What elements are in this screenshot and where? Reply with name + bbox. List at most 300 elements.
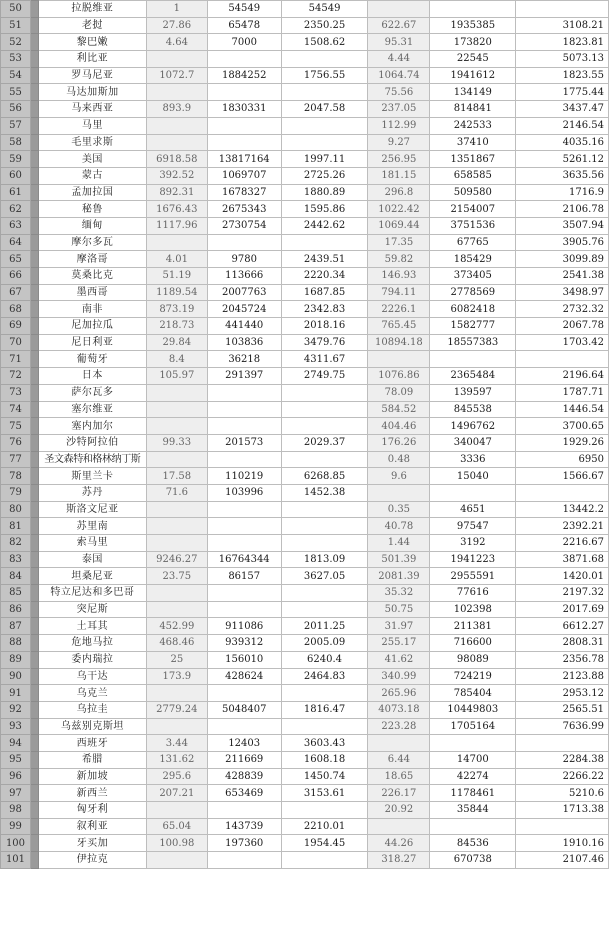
price-1-cell[interactable]: 1813.09 [281, 551, 368, 568]
value-1-cell[interactable]: 392.52 [146, 167, 207, 184]
value-2-cell[interactable]: 340.99 [368, 668, 430, 685]
value-2-cell[interactable]: 10894.18 [368, 334, 430, 351]
country-name-cell[interactable]: 牙买加 [38, 835, 146, 852]
amount-2-cell[interactable]: 77616 [430, 585, 516, 602]
amount-2-cell[interactable]: 102398 [430, 601, 516, 618]
country-name-cell[interactable]: 秘鲁 [38, 201, 146, 218]
value-1-cell[interactable]: 207.21 [146, 785, 207, 802]
amount-1-cell[interactable] [207, 535, 281, 552]
price-1-cell[interactable]: 2442.62 [281, 217, 368, 234]
amount-1-cell[interactable] [207, 518, 281, 535]
price-2-cell[interactable]: 1787.71 [516, 384, 609, 401]
amount-1-cell[interactable] [207, 601, 281, 618]
value-2-cell[interactable]: 35.32 [368, 585, 430, 602]
amount-1-cell[interactable]: 113666 [207, 268, 281, 285]
value-2-cell[interactable]: 41.62 [368, 651, 430, 668]
price-2-cell[interactable]: 2392.21 [516, 518, 609, 535]
price-2-cell[interactable]: 3700.65 [516, 418, 609, 435]
country-name-cell[interactable]: 乌干达 [38, 668, 146, 685]
country-name-cell[interactable]: 匈牙利 [38, 802, 146, 819]
price-2-cell[interactable]: 4035.16 [516, 134, 609, 151]
price-1-cell[interactable]: 2047.58 [281, 101, 368, 118]
value-2-cell[interactable]: 40.78 [368, 518, 430, 535]
value-1-cell[interactable]: 25 [146, 651, 207, 668]
amount-1-cell[interactable]: 939312 [207, 635, 281, 652]
price-2-cell[interactable]: 2284.38 [516, 751, 609, 768]
value-2-cell[interactable]: 181.15 [368, 167, 430, 184]
price-2-cell[interactable]: 3099.89 [516, 251, 609, 268]
value-1-cell[interactable]: 295.6 [146, 768, 207, 785]
amount-2-cell[interactable]: 373405 [430, 268, 516, 285]
amount-1-cell[interactable]: 2730754 [207, 217, 281, 234]
amount-2-cell[interactable]: 1582777 [430, 318, 516, 335]
price-2-cell[interactable]: 3108.21 [516, 17, 609, 34]
price-2-cell[interactable]: 6950 [516, 451, 609, 468]
value-2-cell[interactable]: 237.05 [368, 101, 430, 118]
row-number-cell[interactable]: 75 [1, 418, 31, 435]
country-name-cell[interactable]: 西班牙 [38, 735, 146, 752]
price-2-cell[interactable]: 1566.67 [516, 468, 609, 485]
value-1-cell[interactable] [146, 535, 207, 552]
value-1-cell[interactable]: 2779.24 [146, 701, 207, 718]
country-name-cell[interactable]: 斯里兰卡 [38, 468, 146, 485]
amount-2-cell[interactable]: 3192 [430, 535, 516, 552]
price-2-cell[interactable]: 2953.12 [516, 685, 609, 702]
country-name-cell[interactable]: 危地马拉 [38, 635, 146, 652]
price-1-cell[interactable]: 54549 [281, 1, 368, 18]
price-1-cell[interactable]: 1687.85 [281, 284, 368, 301]
row-number-cell[interactable]: 93 [1, 718, 31, 735]
amount-2-cell[interactable]: 785404 [430, 685, 516, 702]
price-1-cell[interactable]: 1756.55 [281, 67, 368, 84]
price-2-cell[interactable]: 1713.38 [516, 802, 609, 819]
value-2-cell[interactable]: 176.26 [368, 434, 430, 451]
row-number-cell[interactable]: 91 [1, 685, 31, 702]
row-number-cell[interactable]: 71 [1, 351, 31, 368]
country-name-cell[interactable]: 乌兹别克斯坦 [38, 718, 146, 735]
row-number-cell[interactable]: 57 [1, 117, 31, 134]
row-number-cell[interactable]: 80 [1, 501, 31, 518]
country-name-cell[interactable]: 墨西哥 [38, 284, 146, 301]
price-2-cell[interactable]: 5210.6 [516, 785, 609, 802]
price-1-cell[interactable] [281, 418, 368, 435]
value-1-cell[interactable]: 1072.7 [146, 67, 207, 84]
country-name-cell[interactable]: 尼加拉瓜 [38, 318, 146, 335]
amount-1-cell[interactable]: 911086 [207, 618, 281, 635]
country-name-cell[interactable]: 罗马尼亚 [38, 67, 146, 84]
amount-1-cell[interactable]: 428624 [207, 668, 281, 685]
value-1-cell[interactable]: 1117.96 [146, 217, 207, 234]
value-2-cell[interactable]: 404.46 [368, 418, 430, 435]
price-2-cell[interactable]: 3507.94 [516, 217, 609, 234]
amount-1-cell[interactable]: 156010 [207, 651, 281, 668]
amount-2-cell[interactable]: 134149 [430, 84, 516, 101]
price-1-cell[interactable] [281, 518, 368, 535]
value-1-cell[interactable]: 892.31 [146, 184, 207, 201]
price-1-cell[interactable] [281, 51, 368, 68]
value-1-cell[interactable]: 65.04 [146, 818, 207, 835]
price-1-cell[interactable] [281, 451, 368, 468]
amount-1-cell[interactable] [207, 384, 281, 401]
price-2-cell[interactable]: 2067.78 [516, 318, 609, 335]
amount-2-cell[interactable]: 3751536 [430, 217, 516, 234]
row-number-cell[interactable]: 82 [1, 535, 31, 552]
price-2-cell[interactable]: 13442.2 [516, 501, 609, 518]
amount-2-cell[interactable]: 97547 [430, 518, 516, 535]
country-name-cell[interactable]: 苏里南 [38, 518, 146, 535]
country-name-cell[interactable]: 斯洛文尼亚 [38, 501, 146, 518]
amount-1-cell[interactable] [207, 51, 281, 68]
price-2-cell[interactable]: 5073.13 [516, 51, 609, 68]
price-2-cell[interactable]: 7636.99 [516, 718, 609, 735]
country-name-cell[interactable]: 日本 [38, 368, 146, 385]
value-2-cell[interactable] [368, 484, 430, 501]
country-name-cell[interactable]: 蒙古 [38, 167, 146, 184]
amount-1-cell[interactable]: 86157 [207, 568, 281, 585]
price-2-cell[interactable]: 1823.55 [516, 67, 609, 84]
country-name-cell[interactable]: 摩洛哥 [38, 251, 146, 268]
amount-1-cell[interactable] [207, 501, 281, 518]
price-2-cell[interactable]: 1775.44 [516, 84, 609, 101]
amount-2-cell[interactable]: 6082418 [430, 301, 516, 318]
value-1-cell[interactable]: 71.6 [146, 484, 207, 501]
price-2-cell[interactable]: 2216.67 [516, 535, 609, 552]
country-name-cell[interactable]: 沙特阿拉伯 [38, 434, 146, 451]
value-2-cell[interactable]: 4.44 [368, 51, 430, 68]
value-1-cell[interactable] [146, 84, 207, 101]
country-name-cell[interactable]: 乌拉圭 [38, 701, 146, 718]
value-1-cell[interactable]: 8.4 [146, 351, 207, 368]
row-number-cell[interactable]: 86 [1, 601, 31, 618]
country-name-cell[interactable]: 尼日利亚 [38, 334, 146, 351]
price-1-cell[interactable] [281, 535, 368, 552]
amount-2-cell[interactable]: 4651 [430, 501, 516, 518]
price-1-cell[interactable]: 2749.75 [281, 368, 368, 385]
value-2-cell[interactable]: 18.65 [368, 768, 430, 785]
value-2-cell[interactable]: 9.27 [368, 134, 430, 151]
amount-1-cell[interactable]: 1884252 [207, 67, 281, 84]
country-name-cell[interactable]: 坦桑尼亚 [38, 568, 146, 585]
price-2-cell[interactable]: 2356.78 [516, 651, 609, 668]
value-1-cell[interactable] [146, 802, 207, 819]
amount-2-cell[interactable]: 724219 [430, 668, 516, 685]
amount-1-cell[interactable] [207, 401, 281, 418]
value-2-cell[interactable]: 1064.74 [368, 67, 430, 84]
country-name-cell[interactable]: 特立尼达和多巴哥 [38, 585, 146, 602]
price-1-cell[interactable]: 4311.67 [281, 351, 368, 368]
country-name-cell[interactable]: 老挝 [38, 17, 146, 34]
country-name-cell[interactable]: 美国 [38, 151, 146, 168]
value-2-cell[interactable]: 78.09 [368, 384, 430, 401]
value-2-cell[interactable]: 2081.39 [368, 568, 430, 585]
value-1-cell[interactable] [146, 134, 207, 151]
value-1-cell[interactable]: 17.58 [146, 468, 207, 485]
value-2-cell[interactable]: 794.11 [368, 284, 430, 301]
row-number-cell[interactable]: 61 [1, 184, 31, 201]
country-name-cell[interactable]: 毛里求斯 [38, 134, 146, 151]
row-number-cell[interactable]: 79 [1, 484, 31, 501]
country-name-cell[interactable]: 泰国 [38, 551, 146, 568]
price-2-cell[interactable]: 3905.76 [516, 234, 609, 251]
row-number-cell[interactable]: 60 [1, 167, 31, 184]
row-number-cell[interactable]: 69 [1, 318, 31, 335]
amount-2-cell[interactable]: 173820 [430, 34, 516, 51]
value-2-cell[interactable] [368, 818, 430, 835]
amount-1-cell[interactable] [207, 451, 281, 468]
amount-1-cell[interactable] [207, 585, 281, 602]
amount-2-cell[interactable]: 1496762 [430, 418, 516, 435]
value-1-cell[interactable]: 100.98 [146, 835, 207, 852]
row-number-cell[interactable]: 97 [1, 785, 31, 802]
price-2-cell[interactable] [516, 818, 609, 835]
value-1-cell[interactable]: 893.9 [146, 101, 207, 118]
amount-1-cell[interactable]: 54549 [207, 1, 281, 18]
amount-2-cell[interactable] [430, 818, 516, 835]
value-2-cell[interactable]: 59.82 [368, 251, 430, 268]
amount-2-cell[interactable]: 37410 [430, 134, 516, 151]
value-1-cell[interactable]: 3.44 [146, 735, 207, 752]
country-name-cell[interactable]: 叙利亚 [38, 818, 146, 835]
amount-1-cell[interactable]: 7000 [207, 34, 281, 51]
value-1-cell[interactable]: 468.46 [146, 635, 207, 652]
value-1-cell[interactable] [146, 234, 207, 251]
country-name-cell[interactable]: 拉脱维亚 [38, 1, 146, 18]
price-2-cell[interactable]: 2541.38 [516, 268, 609, 285]
price-2-cell[interactable]: 2565.51 [516, 701, 609, 718]
country-name-cell[interactable]: 伊拉克 [38, 852, 146, 869]
row-number-cell[interactable]: 74 [1, 401, 31, 418]
row-number-cell[interactable]: 64 [1, 234, 31, 251]
value-1-cell[interactable]: 1189.54 [146, 284, 207, 301]
value-1-cell[interactable] [146, 501, 207, 518]
price-1-cell[interactable]: 3479.76 [281, 334, 368, 351]
row-number-cell[interactable]: 87 [1, 618, 31, 635]
value-2-cell[interactable]: 9.6 [368, 468, 430, 485]
value-1-cell[interactable]: 29.84 [146, 334, 207, 351]
country-name-cell[interactable]: 利比亚 [38, 51, 146, 68]
amount-1-cell[interactable]: 211669 [207, 751, 281, 768]
amount-2-cell[interactable]: 814841 [430, 101, 516, 118]
price-1-cell[interactable]: 6240.4 [281, 651, 368, 668]
value-1-cell[interactable]: 173.9 [146, 668, 207, 685]
value-1-cell[interactable]: 9246.27 [146, 551, 207, 568]
amount-1-cell[interactable]: 441440 [207, 318, 281, 335]
row-number-cell[interactable]: 62 [1, 201, 31, 218]
row-number-cell[interactable]: 95 [1, 751, 31, 768]
value-2-cell[interactable]: 765.45 [368, 318, 430, 335]
amount-2-cell[interactable] [430, 484, 516, 501]
price-2-cell[interactable]: 2266.22 [516, 768, 609, 785]
value-1-cell[interactable] [146, 51, 207, 68]
amount-2-cell[interactable]: 2365484 [430, 368, 516, 385]
country-name-cell[interactable]: 缅甸 [38, 217, 146, 234]
amount-1-cell[interactable]: 653469 [207, 785, 281, 802]
amount-2-cell[interactable]: 2154007 [430, 201, 516, 218]
row-number-cell[interactable]: 73 [1, 384, 31, 401]
price-1-cell[interactable]: 1816.47 [281, 701, 368, 718]
amount-1-cell[interactable]: 1830331 [207, 101, 281, 118]
amount-1-cell[interactable]: 36218 [207, 351, 281, 368]
price-1-cell[interactable]: 2464.83 [281, 668, 368, 685]
row-number-cell[interactable]: 90 [1, 668, 31, 685]
price-2-cell[interactable]: 1823.81 [516, 34, 609, 51]
value-1-cell[interactable] [146, 601, 207, 618]
amount-2-cell[interactable]: 35844 [430, 802, 516, 819]
amount-1-cell[interactable]: 197360 [207, 835, 281, 852]
price-1-cell[interactable]: 2018.16 [281, 318, 368, 335]
amount-2-cell[interactable]: 658585 [430, 167, 516, 184]
row-number-cell[interactable]: 50 [1, 1, 31, 18]
price-1-cell[interactable] [281, 84, 368, 101]
price-2-cell[interactable]: 2123.88 [516, 668, 609, 685]
row-number-cell[interactable]: 83 [1, 551, 31, 568]
amount-2-cell[interactable]: 1178461 [430, 785, 516, 802]
amount-2-cell[interactable]: 42274 [430, 768, 516, 785]
price-1-cell[interactable]: 3153.61 [281, 785, 368, 802]
row-number-cell[interactable]: 56 [1, 101, 31, 118]
amount-1-cell[interactable]: 2675343 [207, 201, 281, 218]
country-name-cell[interactable]: 摩尔多瓦 [38, 234, 146, 251]
price-2-cell[interactable]: 6612.27 [516, 618, 609, 635]
amount-2-cell[interactable]: 10449803 [430, 701, 516, 718]
row-number-cell[interactable]: 92 [1, 701, 31, 718]
amount-1-cell[interactable]: 2045724 [207, 301, 281, 318]
row-number-cell[interactable]: 58 [1, 134, 31, 151]
value-2-cell[interactable] [368, 351, 430, 368]
country-name-cell[interactable]: 马来西亚 [38, 101, 146, 118]
price-1-cell[interactable] [281, 501, 368, 518]
value-2-cell[interactable]: 296.8 [368, 184, 430, 201]
amount-2-cell[interactable]: 185429 [430, 251, 516, 268]
price-2-cell[interactable]: 2732.32 [516, 301, 609, 318]
amount-1-cell[interactable] [207, 117, 281, 134]
amount-1-cell[interactable] [207, 84, 281, 101]
price-1-cell[interactable]: 1452.38 [281, 484, 368, 501]
price-2-cell[interactable]: 2106.78 [516, 201, 609, 218]
price-1-cell[interactable]: 2011.25 [281, 618, 368, 635]
value-1-cell[interactable]: 6918.58 [146, 151, 207, 168]
row-number-cell[interactable]: 84 [1, 568, 31, 585]
amount-1-cell[interactable]: 428839 [207, 768, 281, 785]
amount-2-cell[interactable]: 340047 [430, 434, 516, 451]
value-1-cell[interactable] [146, 585, 207, 602]
value-1-cell[interactable]: 27.86 [146, 17, 207, 34]
value-2-cell[interactable]: 318.27 [368, 852, 430, 869]
amount-2-cell[interactable]: 1935385 [430, 17, 516, 34]
value-1-cell[interactable]: 873.19 [146, 301, 207, 318]
value-1-cell[interactable]: 99.33 [146, 434, 207, 451]
amount-2-cell[interactable]: 22545 [430, 51, 516, 68]
value-1-cell[interactable] [146, 117, 207, 134]
amount-1-cell[interactable]: 143739 [207, 818, 281, 835]
value-2-cell[interactable]: 256.95 [368, 151, 430, 168]
country-name-cell[interactable]: 土耳其 [38, 618, 146, 635]
country-name-cell[interactable]: 新加坡 [38, 768, 146, 785]
row-number-cell[interactable]: 78 [1, 468, 31, 485]
value-2-cell[interactable]: 501.39 [368, 551, 430, 568]
amount-1-cell[interactable]: 110219 [207, 468, 281, 485]
price-1-cell[interactable] [281, 852, 368, 869]
amount-2-cell[interactable]: 14700 [430, 751, 516, 768]
value-2-cell[interactable]: 2226.1 [368, 301, 430, 318]
amount-2-cell[interactable]: 139597 [430, 384, 516, 401]
value-2-cell[interactable]: 50.75 [368, 601, 430, 618]
value-1-cell[interactable] [146, 852, 207, 869]
row-number-cell[interactable]: 99 [1, 818, 31, 835]
row-number-cell[interactable]: 77 [1, 451, 31, 468]
row-number-cell[interactable]: 52 [1, 34, 31, 51]
price-1-cell[interactable]: 3603.43 [281, 735, 368, 752]
amount-1-cell[interactable] [207, 802, 281, 819]
row-number-cell[interactable]: 65 [1, 251, 31, 268]
price-1-cell[interactable]: 2725.26 [281, 167, 368, 184]
value-2-cell[interactable]: 1022.42 [368, 201, 430, 218]
amount-1-cell[interactable]: 9780 [207, 251, 281, 268]
price-1-cell[interactable] [281, 601, 368, 618]
value-2-cell[interactable]: 146.93 [368, 268, 430, 285]
value-2-cell[interactable]: 17.35 [368, 234, 430, 251]
amount-1-cell[interactable]: 291397 [207, 368, 281, 385]
amount-2-cell[interactable]: 670738 [430, 852, 516, 869]
price-1-cell[interactable]: 1997.11 [281, 151, 368, 168]
amount-2-cell[interactable]: 242533 [430, 117, 516, 134]
amount-2-cell[interactable]: 509580 [430, 184, 516, 201]
amount-2-cell[interactable]: 15040 [430, 468, 516, 485]
value-2-cell[interactable]: 4073.18 [368, 701, 430, 718]
amount-1-cell[interactable] [207, 418, 281, 435]
row-number-cell[interactable]: 66 [1, 268, 31, 285]
value-2-cell[interactable]: 226.17 [368, 785, 430, 802]
country-name-cell[interactable]: 黎巴嫩 [38, 34, 146, 51]
value-2-cell[interactable]: 95.31 [368, 34, 430, 51]
row-number-cell[interactable]: 63 [1, 217, 31, 234]
country-name-cell[interactable]: 马里 [38, 117, 146, 134]
value-1-cell[interactable]: 51.19 [146, 268, 207, 285]
value-1-cell[interactable]: 1676.43 [146, 201, 207, 218]
country-name-cell[interactable]: 葡萄牙 [38, 351, 146, 368]
amount-2-cell[interactable] [430, 735, 516, 752]
value-1-cell[interactable] [146, 418, 207, 435]
row-number-cell[interactable]: 76 [1, 434, 31, 451]
value-2-cell[interactable]: 112.99 [368, 117, 430, 134]
price-2-cell[interactable]: 1910.16 [516, 835, 609, 852]
amount-2-cell[interactable]: 18557383 [430, 334, 516, 351]
value-1-cell[interactable]: 452.99 [146, 618, 207, 635]
amount-2-cell[interactable]: 2955591 [430, 568, 516, 585]
amount-1-cell[interactable]: 103836 [207, 334, 281, 351]
value-1-cell[interactable] [146, 518, 207, 535]
row-number-cell[interactable]: 72 [1, 368, 31, 385]
value-1-cell[interactable] [146, 451, 207, 468]
amount-1-cell[interactable] [207, 685, 281, 702]
amount-1-cell[interactable] [207, 234, 281, 251]
amount-1-cell[interactable] [207, 852, 281, 869]
amount-2-cell[interactable]: 1705164 [430, 718, 516, 735]
value-2-cell[interactable]: 255.17 [368, 635, 430, 652]
price-2-cell[interactable]: 1703.42 [516, 334, 609, 351]
value-2-cell[interactable]: 1076.86 [368, 368, 430, 385]
amount-1-cell[interactable]: 2007763 [207, 284, 281, 301]
price-1-cell[interactable]: 2439.51 [281, 251, 368, 268]
amount-2-cell[interactable]: 3336 [430, 451, 516, 468]
amount-1-cell[interactable]: 1069707 [207, 167, 281, 184]
amount-2-cell[interactable]: 845538 [430, 401, 516, 418]
price-1-cell[interactable] [281, 401, 368, 418]
country-name-cell[interactable]: 塞尔维亚 [38, 401, 146, 418]
amount-1-cell[interactable]: 103996 [207, 484, 281, 501]
price-2-cell[interactable]: 3871.68 [516, 551, 609, 568]
country-name-cell[interactable]: 索马里 [38, 535, 146, 552]
